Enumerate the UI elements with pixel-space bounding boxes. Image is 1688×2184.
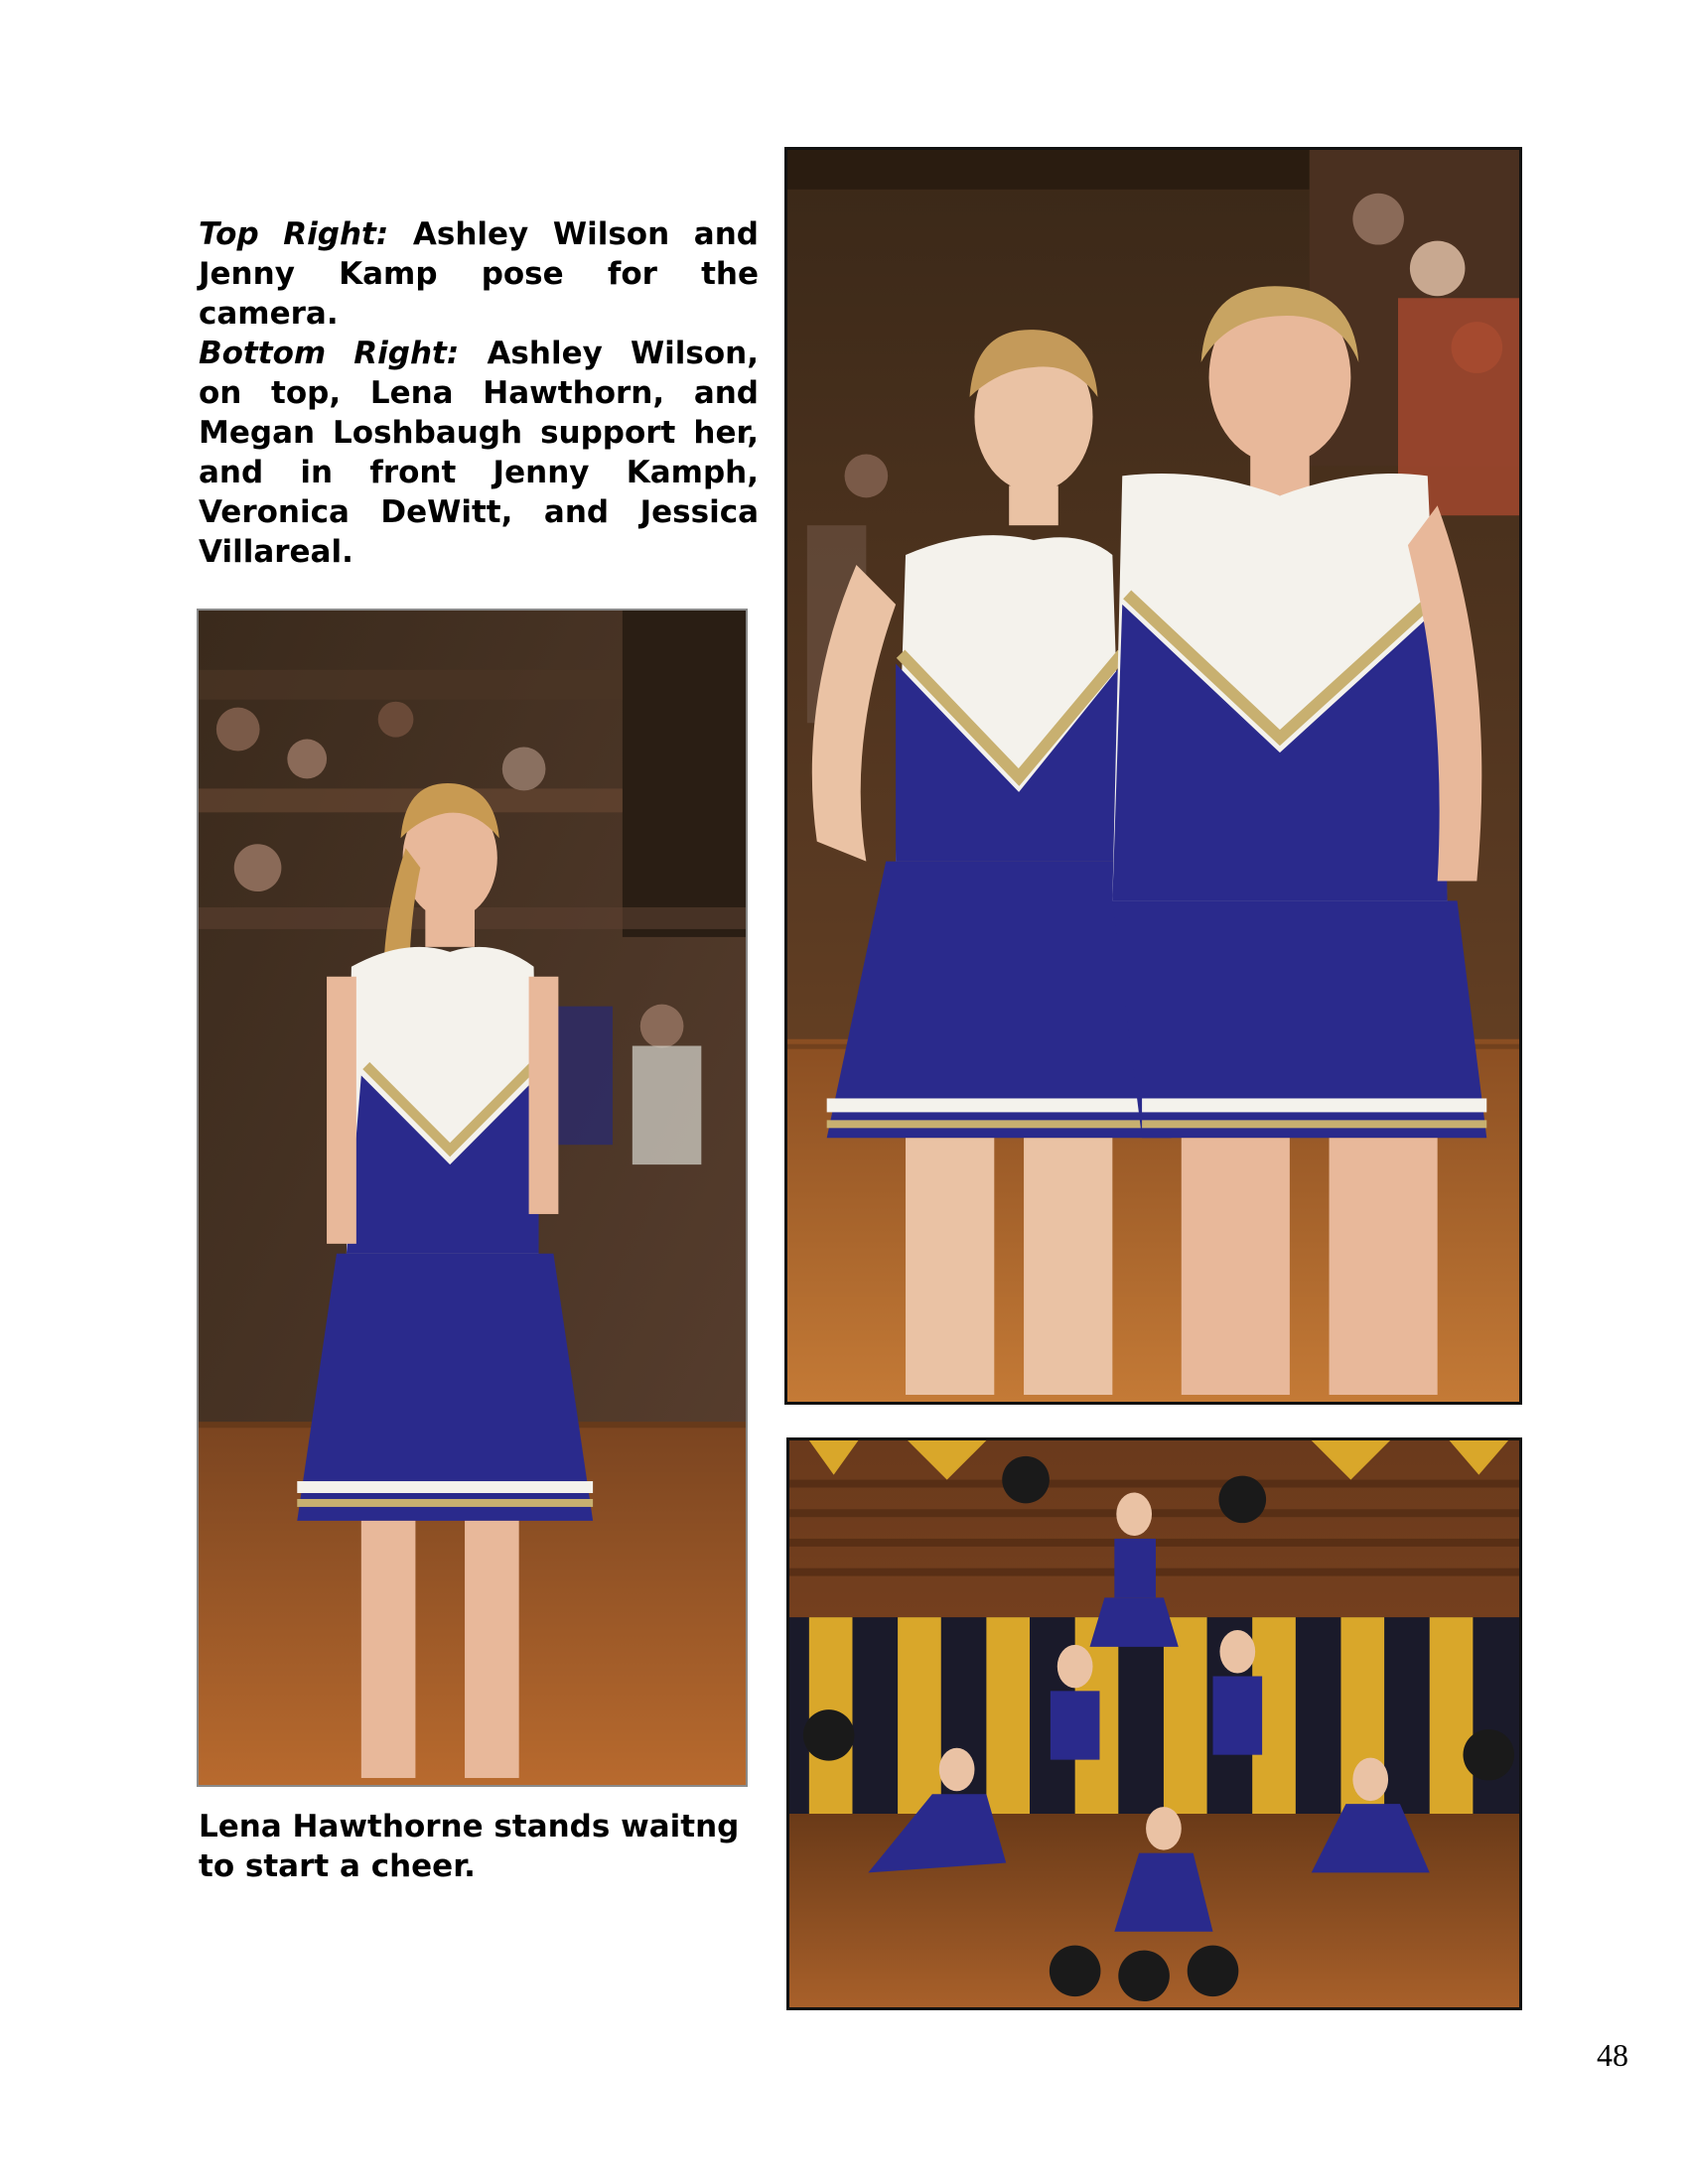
- caption-bottom-right: [199, 336, 759, 570]
- caption-top-right: [199, 216, 759, 332]
- top-right-label: Top Right:: [199, 216, 389, 252]
- photo-cheerleader-standing-image: [199, 611, 746, 1785]
- photo-cheerleader-standing: [197, 609, 748, 1787]
- photo-two-cheerleaders-posing-image: [787, 150, 1519, 1402]
- photo-two-cheerleaders-posing: [784, 147, 1522, 1405]
- photo-cheer-squad-pyramid-image: [789, 1440, 1519, 2007]
- caption-top-block: [199, 214, 759, 572]
- bottom-right-text: Ashley Wilson, on top, Lena Hawthorn, and Megan Loshbaugh support her, and in front Jenny Kamph, Veronica DeWitt, and Jessica Villareal.: [199, 336, 759, 570]
- bottom-right-label: Bottom Right:: [199, 336, 460, 371]
- page-number: 48: [1597, 2037, 1628, 2073]
- caption-lena-hawthorne: Lena Hawthorne stands waitng to start a cheer.: [199, 1809, 740, 1884]
- top-right-text: Ashley Wilson and Jenny Kamp pose for the camera.: [199, 216, 759, 332]
- photo-cheer-squad-pyramid: [786, 1437, 1522, 2010]
